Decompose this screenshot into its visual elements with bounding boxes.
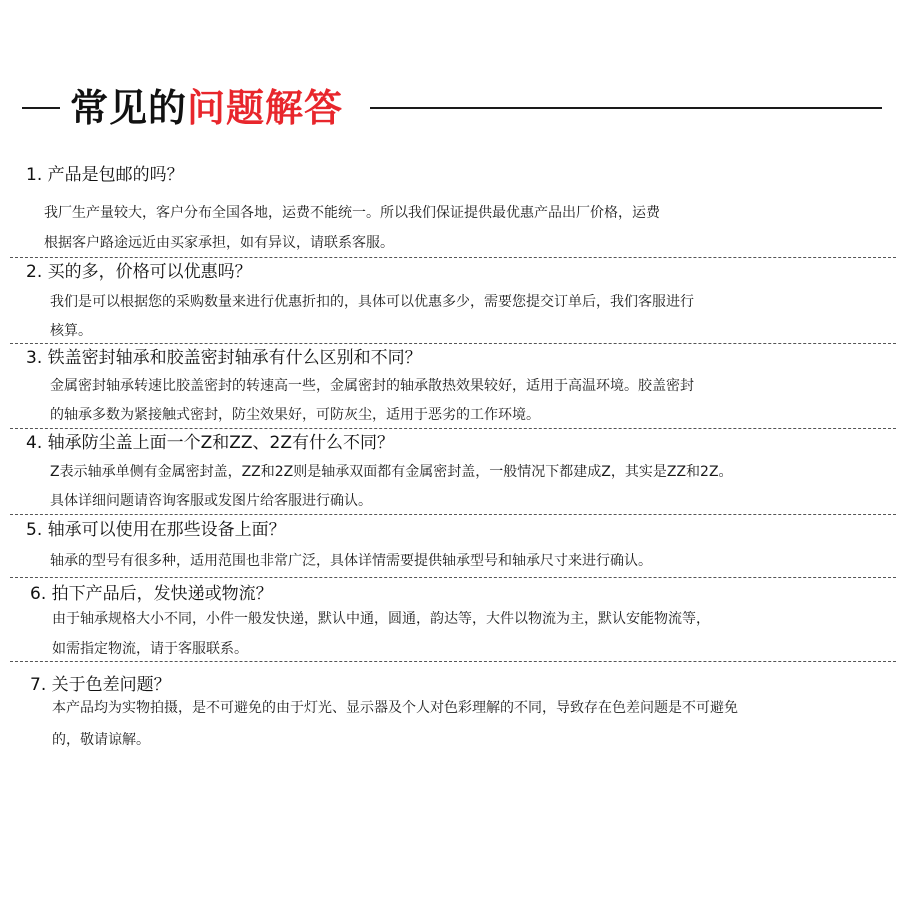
faq-question: 5. 轴承可以使用在那些设备上面？ <box>26 520 286 540</box>
faq-answer-line: 具体详细问题请咨询客服或发图片给客服进行确认。 <box>50 493 372 509</box>
page-title <box>70 80 343 136</box>
faq-question: 6. 拍下产品后，发快递或物流？ <box>30 584 273 604</box>
faq-divider <box>10 257 896 258</box>
faq-answer-line: 的轴承多数为紧接触式密封，防尘效果好，可防灰尘，适用于恶劣的工作环境。 <box>50 407 540 423</box>
faq-answer-line: Z表示轴承单侧有金属密封盖，ZZ和2Z则是轴承双面都有金属密封盖，一般情况下都建成Z，其实是ZZ和2Z。 <box>50 464 733 480</box>
faq-divider <box>10 428 896 429</box>
header-rule-right <box>370 107 882 109</box>
faq-divider <box>10 514 896 515</box>
page-title-red: 问题解答 <box>187 86 344 130</box>
faq-answer-line: 的，敬请谅解。 <box>52 732 150 748</box>
faq-divider <box>10 661 896 662</box>
faq-divider <box>10 343 896 344</box>
faq-answer-line: 本产品均为实物拍摄，是不可避免的由于灯光、显示器及个人对色彩理解的不同，导致存在色差问题是不可避免 <box>52 700 738 716</box>
header-rule-left <box>22 107 60 109</box>
faq-answer-line: 我们是可以根据您的采购数量来进行优惠折扣的，具体可以优惠多少，需要您提交订单后，我们客服进行 <box>50 294 694 310</box>
faq-answer-line: 核算。 <box>50 323 92 339</box>
page-title-black: 常见的 <box>70 86 188 130</box>
section-header <box>0 80 900 136</box>
faq-question: 2. 买的多，价格可以优惠吗？ <box>26 262 252 282</box>
faq-answer-line: 由于轴承规格大小不同，小件一般发快递，默认中通，圆通，韵达等，大件以物流为主，默认安能物流等， <box>52 611 710 627</box>
faq-answer-line: 如需指定物流，请于客服联系。 <box>52 641 248 657</box>
faq-answer-line: 根据客户路途远近由买家承担，如有异议，请联系客服。 <box>44 235 394 251</box>
faq-question: 1. 产品是包邮的吗？ <box>26 165 184 185</box>
faq-answer-line: 金属密封轴承转速比胶盖密封的转速高一些，金属密封的轴承散热效果较好，适用于高温环境。胶盖密封 <box>50 378 694 394</box>
faq-question: 7. 关于色差问题？ <box>30 675 171 695</box>
faq-answer-line: 轴承的型号有很多种，适用范围也非常广泛，具体详情需要提供轴承型号和轴承尺寸来进行确认。 <box>50 553 652 569</box>
faq-divider <box>10 577 896 578</box>
faq-question: 4. 轴承防尘盖上面一个Z和ZZ、2Z有什么不同？ <box>26 433 395 453</box>
faq-question: 3. 铁盖密封轴承和胶盖密封轴承有什么区别和不同？ <box>26 348 422 368</box>
faq-answer-line: 我厂生产量较大，客户分布全国各地，运费不能统一。所以我们保证提供最优惠产品出厂价格，运费 <box>44 205 660 221</box>
